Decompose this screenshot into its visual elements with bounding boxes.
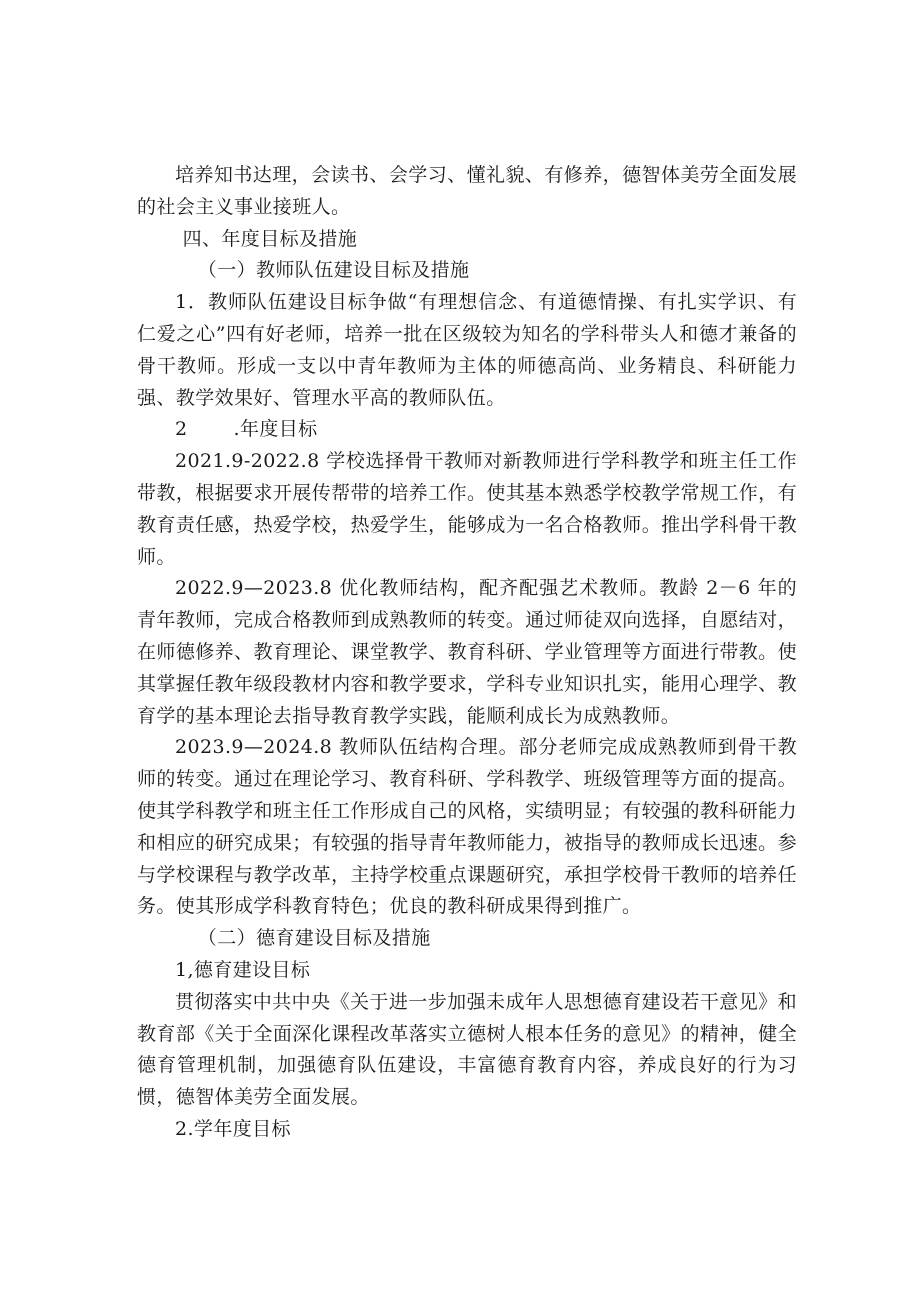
item-heading-school-year-target: 2.学年度目标 (175, 1117, 291, 1140)
paragraph-target-2023: 2023.9—2024.8 教师队伍结构合理。部分老师完成成熟教师到骨干教师的转变。通过在理论学习、教育科研、学科教学、班级管理等方面的提高。使其学科教学和班主任工作形成自己的风格，实绩明显；有较强的教科研能力和相应的研究成果；有较强的指导青年教师能力，被指导的教师成长迅速。参与学校课程与教学改革，主持学校重点课题研究，承担学校骨干教师的培养任务。使其形成学科教育特色；优良的教科研成果得到推广。 (137, 736, 797, 918)
item-heading-annual-target (137, 414, 797, 446)
paragraph-intro: 培养知书达理，会读书、会学习、懂礼貌、有修养，德智体美劳全面发展的社会主义事业接班人。 (137, 164, 797, 218)
paragraph-target-2022: 2022.9—2023.8 优化教师结构，配齐配强艺术教师。教龄 2－6 年的青年教师，完成合格教师到成熟教师的转变。通过师徒双向选择，自愿结对，在师德修养、教育理论、课堂教学、教育科研、学业管理等方面进行带教。使其掌握任教年级段教材内容和教学要求，学科专业知识扎实，能用心理学、教育学的基本理论去指导教育教学实践，能顺利成长为成熟教师。 (137, 577, 797, 727)
section-heading-annual-goals: 四、年度目标及措施 (182, 227, 358, 250)
paragraph-teacher-team-goal: 1．教师队伍建设目标争做“有理想信念、有道德情操、有扎实学识、有仁爱之心”四有好老师，培养一批在区级较为知名的学科带头人和德才兼备的骨干教师。形成一支以中青年教师为主体的师德高尚、业务精良、科研能力强、教学效果好、管理水平高的教师队伍。 (137, 291, 797, 409)
item-heading-moral-goal: 1,德育建设目标 (175, 958, 311, 981)
item-number: 2 (175, 418, 188, 441)
item-label: .年度目标 (233, 418, 318, 441)
paragraph-moral-education: 贯彻落实中共中央《关于进一步加强未成年人思想德育建设若干意见》和教育部《关于全面深化课程改革落实立德树人根本任务的意见》的精神，健全德育管理机制，加强德育队伍建设，丰富德育教育内容，养成良好的行为习惯，德智体美劳全面发展。 (137, 990, 797, 1109)
subsection-heading-moral-education: （二）德育建设目标及措施 (197, 927, 431, 950)
document-body (137, 160, 797, 1146)
paragraph-target-2021: 2021.9-2022.8 学校选择骨干教师对新教师进行学科教学和班主任工作带教，根据要求开展传帮带的培养工作。使其基本熟悉学校教学常规工作，有教育责任感，热爱学校，热爱学生，能够成为一名合格教师。推出学科骨干教师。 (137, 450, 797, 568)
subsection-heading-teacher-team: （一）教师队伍建设目标及措施 (197, 259, 470, 282)
